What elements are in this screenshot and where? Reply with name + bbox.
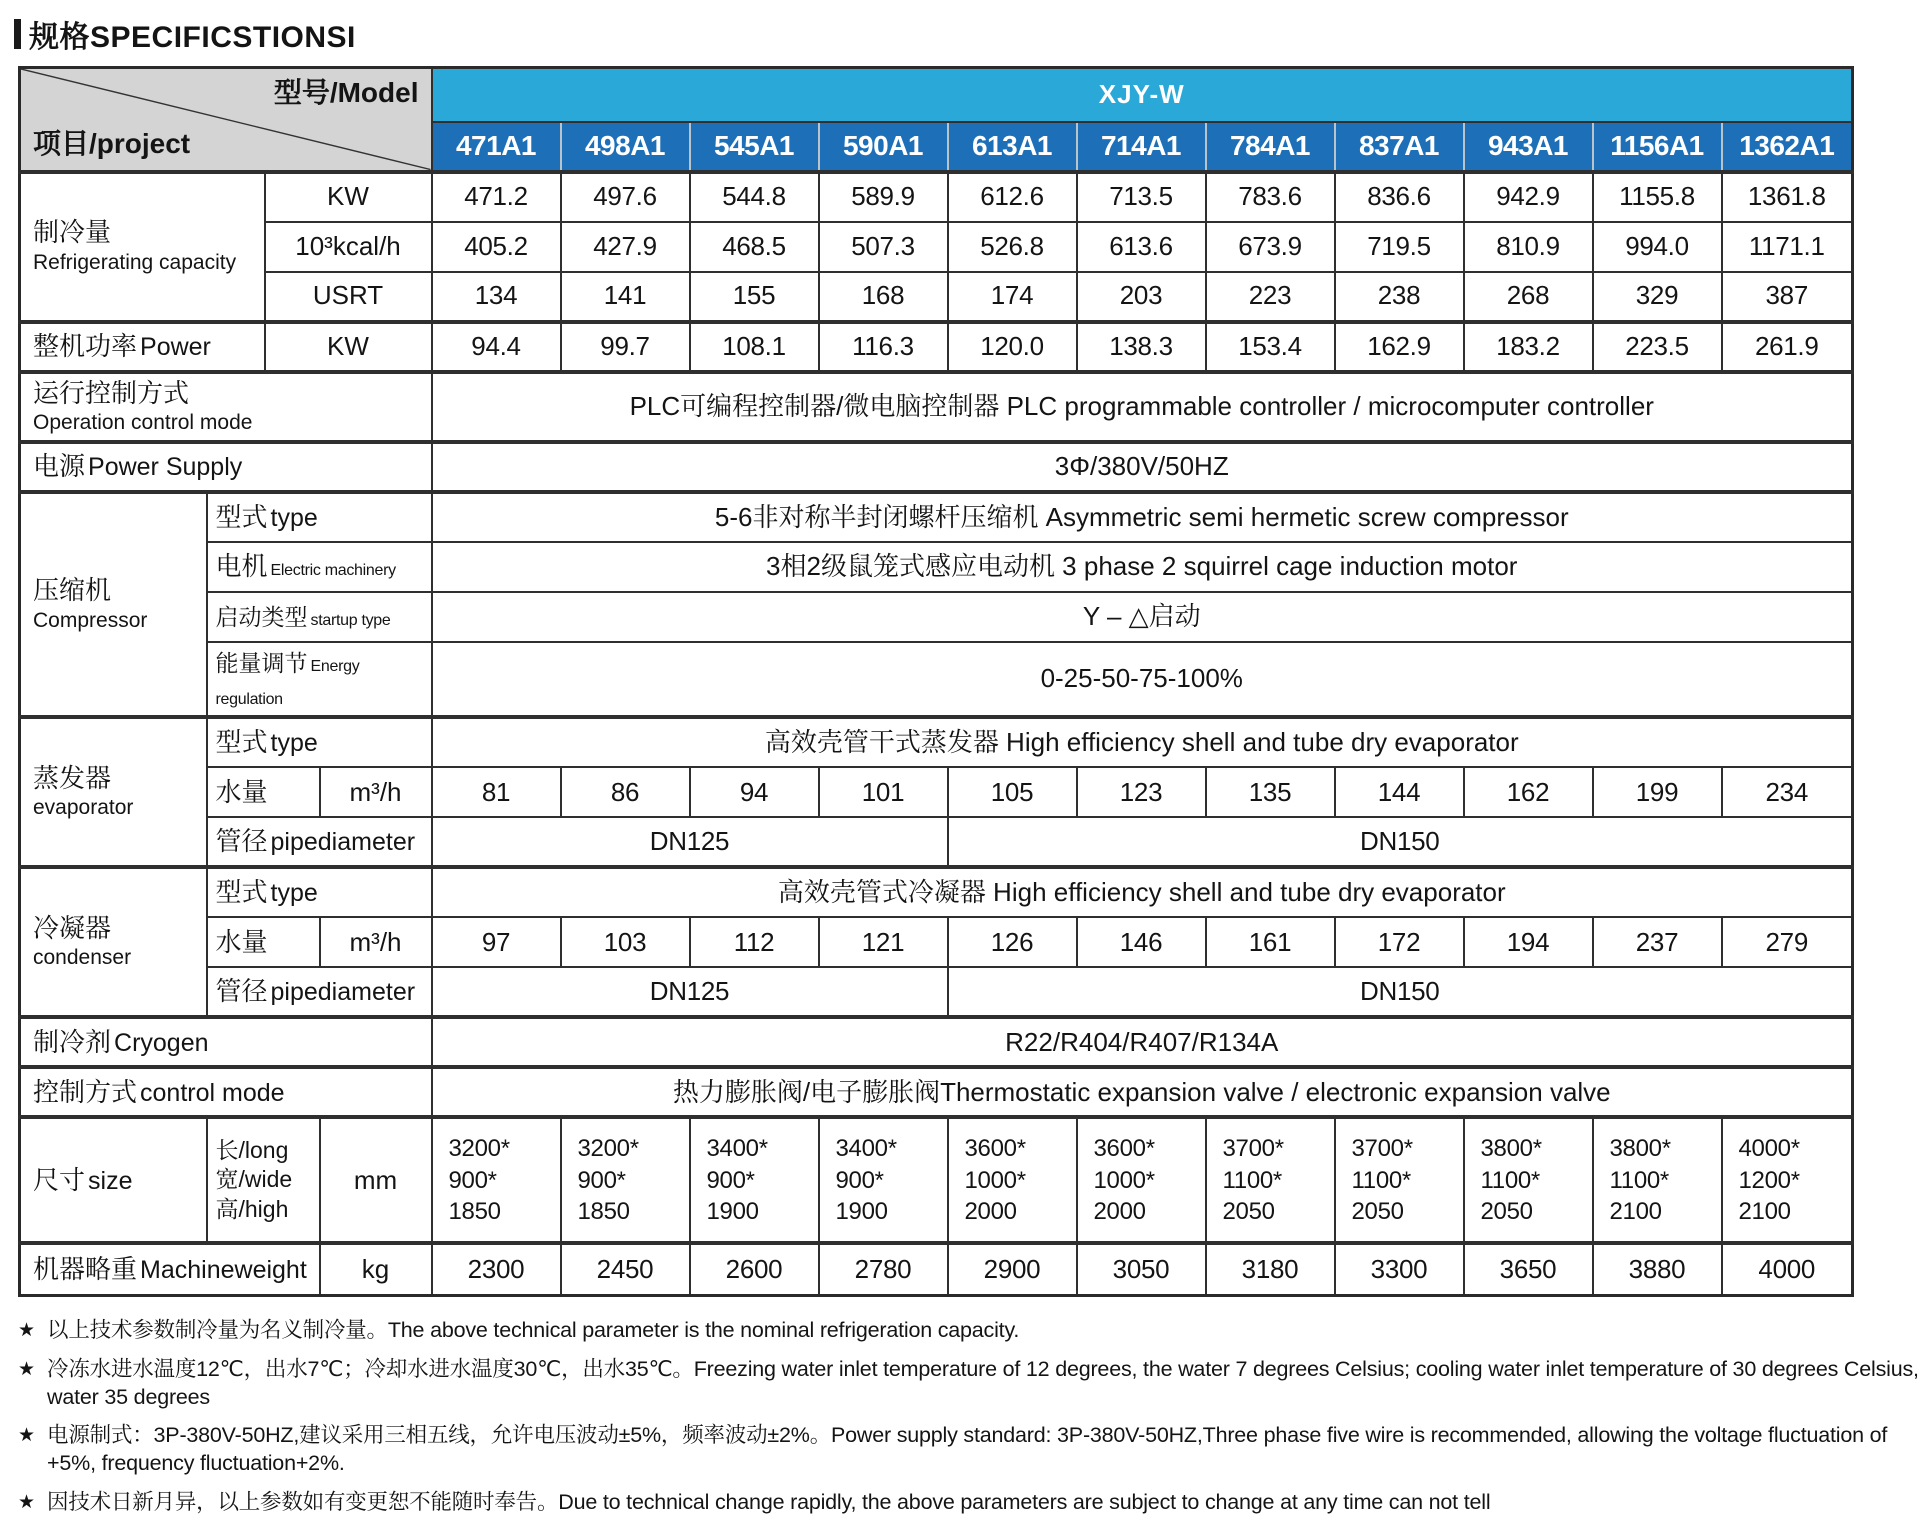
footnote-1: [16, 1317, 1920, 1345]
model-header-cell: 471A1: [432, 122, 561, 172]
operation-label: 运行控制方式 Operation control mode: [20, 372, 432, 442]
model-header-cell: 1156A1: [1593, 122, 1722, 172]
model-header-cell: 714A1: [1077, 122, 1206, 172]
control-mode-row: [20, 1067, 1853, 1117]
capacity-unit-usrt: USRT: [265, 272, 432, 322]
compressor-motor-value: 3相2级鼠笼式感应电动机 3 phase 2 squirrel cage induction motor: [432, 542, 1853, 592]
evaporator-water-cell: 81: [432, 767, 561, 817]
weight-cell: 2600: [690, 1243, 819, 1295]
capacity-kcal-cell: 507.3: [819, 222, 948, 272]
size-cell: 3400* 900* 1900: [690, 1117, 819, 1243]
weight-cell: 2450: [561, 1243, 690, 1295]
size-dims-label: 长/long 宽/wide 高/high: [207, 1117, 320, 1243]
weight-cell: 2300: [432, 1243, 561, 1295]
capacity-kw-cell: 589.9: [819, 172, 948, 222]
footnote-text: 冷冻水进水温度12℃，出水7℃；冷却水进水温度30℃，出水35℃。Freezing water inlet temperature of 12 degrees, the water 7 degrees Celsius; cooling water inlet temperature of 30 degrees Celsius, water 35 degrees: [47, 1356, 1919, 1409]
condenser-water-unit: m³/h: [320, 917, 432, 967]
condenser-water-cell: 161: [1206, 917, 1335, 967]
weight-unit: kg: [320, 1243, 432, 1295]
compressor-motor-row: [20, 542, 1853, 592]
power-supply-label: 电源 Power Supply: [20, 442, 432, 492]
condenser-pipe-cell: DN150: [948, 967, 1853, 1017]
capacity-kcal-cell: 810.9: [1464, 222, 1593, 272]
evaporator-water-cell: 199: [1593, 767, 1722, 817]
model-header-cell: 545A1: [690, 122, 819, 172]
size-label: 尺寸 size: [20, 1117, 207, 1243]
capacity-kw-cell: 544.8: [690, 172, 819, 222]
power-cell: 183.2: [1464, 322, 1593, 372]
header-series-row: [20, 68, 1853, 122]
compressor-label: 压缩机 Compressor: [20, 492, 207, 718]
evaporator-pipe-label: 管径 pipediameter: [207, 817, 432, 867]
compressor-startup-value: Y – △启动: [432, 592, 1853, 642]
power-cell: 223.5: [1593, 322, 1722, 372]
evaporator-water-label: 水量: [207, 767, 320, 817]
condenser-water-cell: 237: [1593, 917, 1722, 967]
model-header-cell: 784A1: [1206, 122, 1335, 172]
series-name-cell: XJY-W: [432, 68, 1853, 122]
capacity-kcal-cell: 468.5: [690, 222, 819, 272]
size-cell: 3800* 1100* 2100: [1593, 1117, 1722, 1243]
capacity-kw-cell: 471.2: [432, 172, 561, 222]
capacity-usrt-cell: 238: [1335, 272, 1464, 322]
page-title: 规格SPECIFICSTIONSI: [29, 21, 356, 54]
evaporator-type-row: [20, 717, 1853, 767]
evaporator-water-cell: 86: [561, 767, 690, 817]
capacity-kw-cell: 497.6: [561, 172, 690, 222]
evaporator-type-label: 型式 type: [207, 717, 432, 767]
size-cell: 3400* 900* 1900: [819, 1117, 948, 1243]
weight-cell: 3050: [1077, 1243, 1206, 1295]
compressor-motor-label: 电机 Electric machinery: [207, 542, 432, 592]
weight-label: 机器略重 Machineweight: [20, 1243, 320, 1295]
header-diagonal-cell: [20, 68, 432, 172]
evaporator-water-unit: m³/h: [320, 767, 432, 817]
model-header-cell: 943A1: [1464, 122, 1593, 172]
size-cell: 3600* 1000* 2000: [948, 1117, 1077, 1243]
capacity-kcal-row: [20, 222, 1853, 272]
footnote-2: [16, 1356, 1920, 1412]
evaporator-water-row: [20, 767, 1853, 817]
condenser-water-cell: 172: [1335, 917, 1464, 967]
capacity-kw-cell: 836.6: [1335, 172, 1464, 222]
compressor-energy-row: [20, 642, 1853, 718]
spec-table: [18, 66, 1854, 1297]
evaporator-water-cell: 144: [1335, 767, 1464, 817]
capacity-usrt-cell: 155: [690, 272, 819, 322]
star-icon: ★: [18, 1425, 36, 1447]
capacity-kw-cell: 783.6: [1206, 172, 1335, 222]
power-label: 整机功率 Power: [20, 322, 265, 372]
model-header-cell: 837A1: [1335, 122, 1464, 172]
evaporator-water-cell: 94: [690, 767, 819, 817]
evaporator-water-cell: 234: [1722, 767, 1853, 817]
condenser-water-cell: 97: [432, 917, 561, 967]
power-cell: 153.4: [1206, 322, 1335, 372]
capacity-kcal-cell: 719.5: [1335, 222, 1464, 272]
size-cell: 3200* 900* 1850: [561, 1117, 690, 1243]
capacity-kcal-cell: 613.6: [1077, 222, 1206, 272]
size-cell: 3800* 1100* 2050: [1464, 1117, 1593, 1243]
compressor-type-value: 5-6非对称半封闭螺杆压缩机 Asymmetric semi hermetic screw compressor: [432, 492, 1853, 542]
weight-cell: 3650: [1464, 1243, 1593, 1295]
condenser-type-row: [20, 867, 1853, 917]
evaporator-pipe-cell: DN125: [432, 817, 948, 867]
weight-cell: 4000: [1722, 1243, 1853, 1295]
project-axis-label: 项目/project: [33, 127, 191, 159]
condenser-water-cell: 121: [819, 917, 948, 967]
condenser-water-cell: 279: [1722, 917, 1853, 967]
size-unit: mm: [320, 1117, 432, 1243]
footnote-3: [16, 1422, 1920, 1478]
model-header-cell: 498A1: [561, 122, 690, 172]
compressor-type-row: [20, 492, 1853, 542]
footnotes: [16, 1317, 1920, 1517]
compressor-startup-row: [20, 592, 1853, 642]
evaporator-type-value: 高效壳管干式蒸发器 High efficiency shell and tube dry evaporator: [432, 717, 1853, 767]
power-unit: KW: [265, 322, 432, 372]
operation-value: PLC可编程控制器/微电脑控制器 PLC programmable controller / microcomputer controller: [432, 372, 1853, 442]
title-accent-bar: [14, 19, 21, 49]
model-header-cell: 613A1: [948, 122, 1077, 172]
capacity-kw-cell: 713.5: [1077, 172, 1206, 222]
capacity-kw-cell: 612.6: [948, 172, 1077, 222]
power-supply-row: [20, 442, 1853, 492]
model-header-cell: 590A1: [819, 122, 948, 172]
power-row: [20, 322, 1853, 372]
page-title-row: [14, 12, 1920, 56]
capacity-kcal-cell: 526.8: [948, 222, 1077, 272]
footnote-text: 因技术日新月异，以上参数如有变更恕不能随时奉告。Due to technical change rapidly, the above parameters are subject to change at any time can not tell: [47, 1490, 1491, 1515]
condenser-type-label: 型式 type: [207, 867, 432, 917]
power-cell: 120.0: [948, 322, 1077, 372]
power-cell: 108.1: [690, 322, 819, 372]
condenser-label: 冷凝器 condenser: [20, 867, 207, 1017]
power-supply-value: 3Φ/380V/50HZ: [432, 442, 1853, 492]
capacity-usrt-cell: 168: [819, 272, 948, 322]
power-cell: 162.9: [1335, 322, 1464, 372]
model-header-cell: 1362A1: [1722, 122, 1853, 172]
capacity-kcal-cell: 405.2: [432, 222, 561, 272]
condenser-pipe-cell: DN125: [432, 967, 948, 1017]
control-mode-label: 控制方式 control mode: [20, 1067, 432, 1117]
capacity-kw-cell: 1155.8: [1593, 172, 1722, 222]
evaporator-water-cell: 105: [948, 767, 1077, 817]
star-icon: ★: [18, 1319, 36, 1341]
capacity-usrt-row: [20, 272, 1853, 322]
evaporator-water-cell: 101: [819, 767, 948, 817]
condenser-water-cell: 126: [948, 917, 1077, 967]
capacity-usrt-cell: 223: [1206, 272, 1335, 322]
condenser-type-value: 高效壳管式冷凝器 High efficiency shell and tube dry evaporator: [432, 867, 1853, 917]
capacity-label: 制冷量 Refrigerating capacity: [20, 172, 265, 322]
cryogen-label: 制冷剂 Cryogen: [20, 1017, 432, 1067]
capacity-kw-cell: 1361.8: [1722, 172, 1853, 222]
compressor-type-label: 型式 type: [207, 492, 432, 542]
weight-cell: 3180: [1206, 1243, 1335, 1295]
size-cell: 3700* 1100* 2050: [1206, 1117, 1335, 1243]
capacity-usrt-cell: 203: [1077, 272, 1206, 322]
condenser-water-cell: 194: [1464, 917, 1593, 967]
capacity-usrt-cell: 134: [432, 272, 561, 322]
size-cell: 4000* 1200* 2100: [1722, 1117, 1853, 1243]
size-cell: 3600* 1000* 2000: [1077, 1117, 1206, 1243]
evaporator-pipe-cell: DN150: [948, 817, 1853, 867]
size-cell: 3200* 900* 1850: [432, 1117, 561, 1243]
capacity-kcal-cell: 994.0: [1593, 222, 1722, 272]
capacity-kcal-cell: 673.9: [1206, 222, 1335, 272]
weight-row: [20, 1243, 1853, 1295]
weight-cell: 3300: [1335, 1243, 1464, 1295]
weight-cell: 2900: [948, 1243, 1077, 1295]
weight-cell: 2780: [819, 1243, 948, 1295]
compressor-energy-label: 能量调节 Energy regulation: [207, 642, 432, 718]
cryogen-value: R22/R404/R407/R134A: [432, 1017, 1853, 1067]
model-axis-label: 型号/Model: [273, 77, 419, 108]
condenser-water-cell: 146: [1077, 917, 1206, 967]
condenser-pipe-label: 管径 pipediameter: [207, 967, 432, 1017]
condenser-water-row: [20, 917, 1853, 967]
capacity-unit-kw: KW: [265, 172, 432, 222]
capacity-kcal-cell: 1171.1: [1722, 222, 1853, 272]
power-cell: 116.3: [819, 322, 948, 372]
power-cell: 94.4: [432, 322, 561, 372]
power-cell: 261.9: [1722, 322, 1853, 372]
star-icon: ★: [18, 1492, 36, 1514]
condenser-water-label: 水量: [207, 917, 320, 967]
star-icon: ★: [18, 1358, 36, 1380]
size-row: [20, 1117, 1853, 1243]
capacity-unit-kcal: 10³kcal/h: [265, 222, 432, 272]
power-cell: 99.7: [561, 322, 690, 372]
condenser-water-cell: 103: [561, 917, 690, 967]
condenser-water-cell: 112: [690, 917, 819, 967]
evaporator-label: 蒸发器 evaporator: [20, 717, 207, 867]
capacity-usrt-cell: 141: [561, 272, 690, 322]
capacity-usrt-cell: 329: [1593, 272, 1722, 322]
evaporator-pipe-row: [20, 817, 1853, 867]
capacity-usrt-cell: 174: [948, 272, 1077, 322]
cryogen-row: [20, 1017, 1853, 1067]
capacity-kcal-cell: 427.9: [561, 222, 690, 272]
evaporator-water-cell: 162: [1464, 767, 1593, 817]
footnote-text: 以上技术参数制冷量为名义制冷量。The above technical parameter is the nominal refrigeration capacity.: [47, 1317, 1020, 1342]
footnote-text: 电源制式：3P-380V-50HZ,建议采用三相五线，允许电压波动±5%，频率波动±2%。Power supply standard: 3P-380V-50HZ,Three phase five wire is recommended, allowing the voltage fluctuation of +5%, frequency fluctuation+2%.: [47, 1423, 1888, 1476]
capacity-usrt-cell: 268: [1464, 272, 1593, 322]
evaporator-water-cell: 135: [1206, 767, 1335, 817]
capacity-usrt-cell: 387: [1722, 272, 1853, 322]
control-mode-value: 热力膨胀阀/电子膨胀阀Thermostatic expansion valve / electronic expansion valve: [432, 1067, 1853, 1117]
compressor-startup-label: 启动类型 startup type: [207, 592, 432, 642]
capacity-kw-row: [20, 172, 1853, 222]
condenser-pipe-row: [20, 967, 1853, 1017]
compressor-energy-value: 0-25-50-75-100%: [432, 642, 1853, 718]
footnote-4: [16, 1489, 1920, 1517]
evaporator-water-cell: 123: [1077, 767, 1206, 817]
size-cell: 3700* 1100* 2050: [1335, 1117, 1464, 1243]
power-cell: 138.3: [1077, 322, 1206, 372]
capacity-kw-cell: 942.9: [1464, 172, 1593, 222]
operation-row: [20, 372, 1853, 442]
weight-cell: 3880: [1593, 1243, 1722, 1295]
